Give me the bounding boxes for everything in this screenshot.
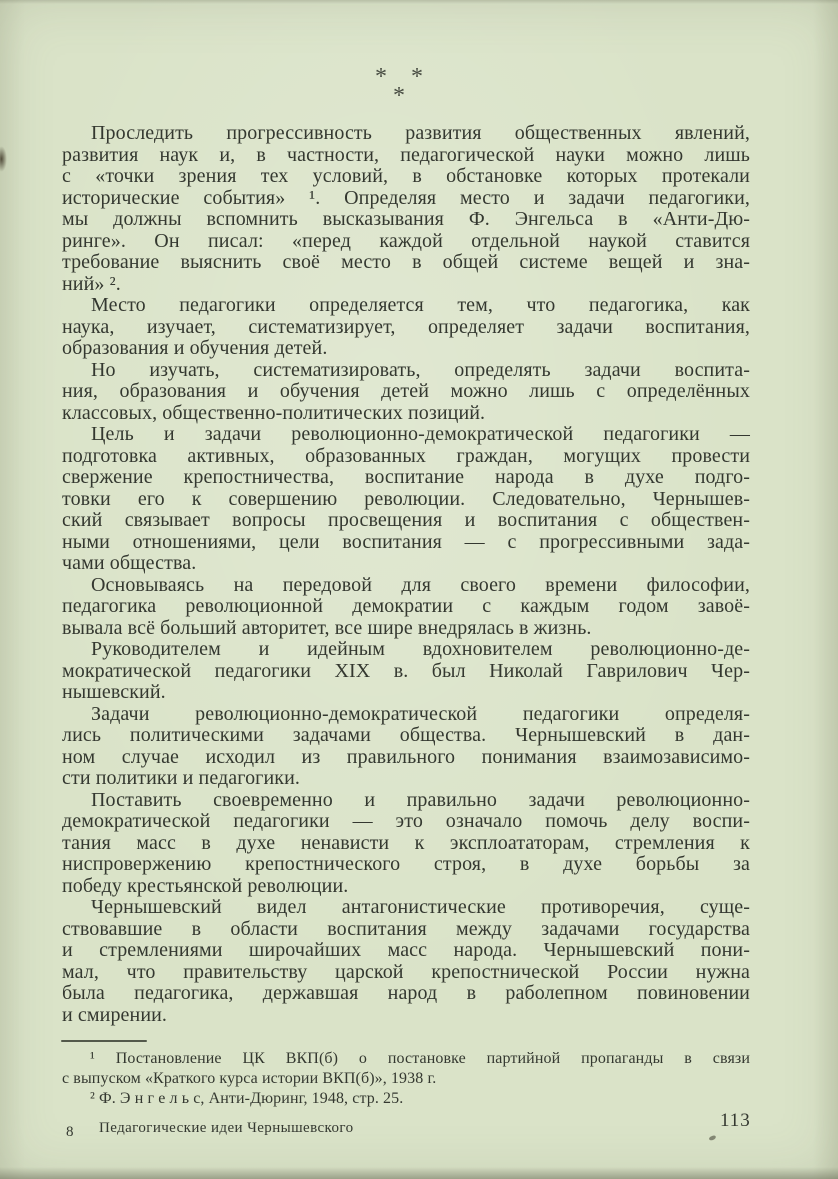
text-line: ринге». Он писал: «перед каждой отдельной наукой ставится bbox=[62, 229, 750, 252]
text-line: развития наук и, в частности, педагогической науки можно лишь bbox=[62, 143, 750, 166]
asterisk-icon: * bbox=[375, 64, 387, 90]
footnotes bbox=[62, 1049, 750, 1109]
text-line: ² Ф. Э н г е л ь с, Анти-Дюринг, 1948, стр. 25. bbox=[90, 1090, 404, 1107]
body-text bbox=[62, 123, 750, 1026]
paragraph bbox=[62, 123, 750, 295]
text-line: сти политики и педагогики. bbox=[62, 767, 301, 789]
text-line: чами общества. bbox=[62, 552, 197, 574]
text-line: была педагогика, державшая народ в раболепном повиновении bbox=[62, 982, 750, 1004]
paragraph bbox=[62, 575, 750, 640]
text-line: Но изучать, систематизировать, определять задачи воспита- bbox=[91, 358, 750, 381]
asterisk-icon: * bbox=[393, 83, 405, 109]
text-line: мы должны вспомнить высказывания Ф. Энгельса в «Анти-Дю- bbox=[62, 208, 750, 230]
text-line: Место педагогики определяется тем, что педагогика, как bbox=[91, 294, 750, 316]
text-line: и смирении. bbox=[62, 1003, 168, 1026]
text-line: требование выяснить своё место в общей системе вещей и зна- bbox=[62, 251, 750, 273]
page-number: 113 bbox=[720, 1110, 751, 1131]
text-line: ний» ². bbox=[62, 272, 121, 295]
signature-mark: 8 bbox=[66, 1124, 74, 1140]
text-line: исторические события» ¹. Определяя место и задачи педагогики, bbox=[62, 186, 750, 209]
asterism-top-row bbox=[347, 64, 451, 90]
text-line: лись политическими задачами общества. Чернышевский в дан- bbox=[62, 724, 750, 746]
paragraph bbox=[62, 424, 750, 575]
text-line: педагогика революционной демократии с каждым годом завоё- bbox=[62, 595, 750, 617]
text-line: Проследить прогрессивность развития общественных явлений, bbox=[91, 122, 750, 144]
text-line: Задачи революционно-демократической педагогики определя- bbox=[91, 702, 750, 725]
text-line: мократической педагогики XIX в. был Николай Гаврилович Чер- bbox=[62, 659, 750, 682]
text-line: Поставить своевременно и правильно задачи революционно- bbox=[91, 788, 750, 811]
asterism-bottom-row bbox=[347, 83, 451, 109]
text-line: ствовавшие в области воспитания между задачами государства bbox=[62, 917, 750, 940]
page-footer bbox=[0, 1108, 838, 1148]
text-line: Руководителем и идейным вдохновителем революционно-де- bbox=[91, 638, 750, 660]
paragraph bbox=[62, 295, 750, 360]
text-line: ¹ Постановление ЦК ВКП(б) о постановке партийной пропаганды в связи bbox=[90, 1050, 750, 1067]
text-line: и стремлениями широчайших масс народа. Чернышевский пони- bbox=[62, 939, 750, 961]
text-line: ский связывает вопросы просвещения и воспитания с обществен- bbox=[62, 509, 750, 531]
scan-shadow-bottom bbox=[0, 1167, 838, 1179]
running-title: Педагогические идеи Чернышевского bbox=[99, 1120, 354, 1136]
text-line: классовых, общественно-политических позиций. bbox=[62, 401, 486, 424]
paragraph bbox=[62, 704, 750, 790]
text-line: товки его к совершению революции. Следовательно, Чернышев- bbox=[62, 487, 750, 510]
text-line: Чернышевский видел антагонистические противоречия, суще- bbox=[91, 896, 750, 918]
text-line: вывала всё больший авторитет, все шире внедрялась в жизнь. bbox=[62, 616, 592, 639]
text-line: с выпуском «Краткого курса истории ВКП(б)», 1938 г. bbox=[62, 1070, 437, 1087]
text-line: Основываясь на передовой для своего времени философии, bbox=[91, 573, 750, 596]
asterisk-icon: * bbox=[411, 64, 423, 90]
text-line: Цель и задачи революционно-демократической педагогики — bbox=[91, 423, 750, 445]
text-line: демократической педагогики — это означало помочь делу воспи- bbox=[62, 810, 750, 832]
paragraph bbox=[62, 360, 750, 425]
text-line: свержение крепостничества, воспитание народа в духе подго- bbox=[62, 466, 750, 488]
text-line: мал, что правительству царской крепостнической России нужна bbox=[62, 960, 750, 983]
text-line: победу крестьянской революции. bbox=[62, 874, 349, 897]
text-line: подготовка активных, образованных граждан, могущих провести bbox=[62, 444, 750, 467]
paragraph bbox=[62, 790, 750, 898]
text-line: ном случае исходил из правильного понимания взаимозависимо- bbox=[62, 745, 750, 768]
text-line: тания масс в духе ненависти к эксплоататорам, стремления к bbox=[62, 831, 750, 854]
scan-shadow-top bbox=[0, 0, 838, 4]
text-line: ными отношениями, цели воспитания — с прогрессивными зада- bbox=[62, 530, 750, 553]
text-line: наука, изучает, систематизирует, определяет задачи воспитания, bbox=[62, 315, 750, 338]
text-line: образования и обучения детей. bbox=[62, 337, 328, 359]
section-divider-asterism bbox=[347, 64, 451, 109]
paragraph bbox=[62, 1049, 750, 1089]
scan-edge-smudge bbox=[0, 146, 7, 172]
paragraph bbox=[62, 1089, 750, 1109]
paragraph bbox=[62, 897, 750, 1026]
text-line: нышевский. bbox=[62, 681, 166, 703]
text-line: с «точки зрения тех условий, в обстановке которых протекали bbox=[62, 165, 750, 187]
text-line: ния, образования и обучения детей можно лишь с определённых bbox=[62, 380, 750, 402]
text-line: ниспровержению крепостнического строя, в духе борьбы за bbox=[62, 853, 750, 875]
footnote-separator-rule bbox=[61, 1040, 147, 1042]
paragraph bbox=[62, 639, 750, 704]
